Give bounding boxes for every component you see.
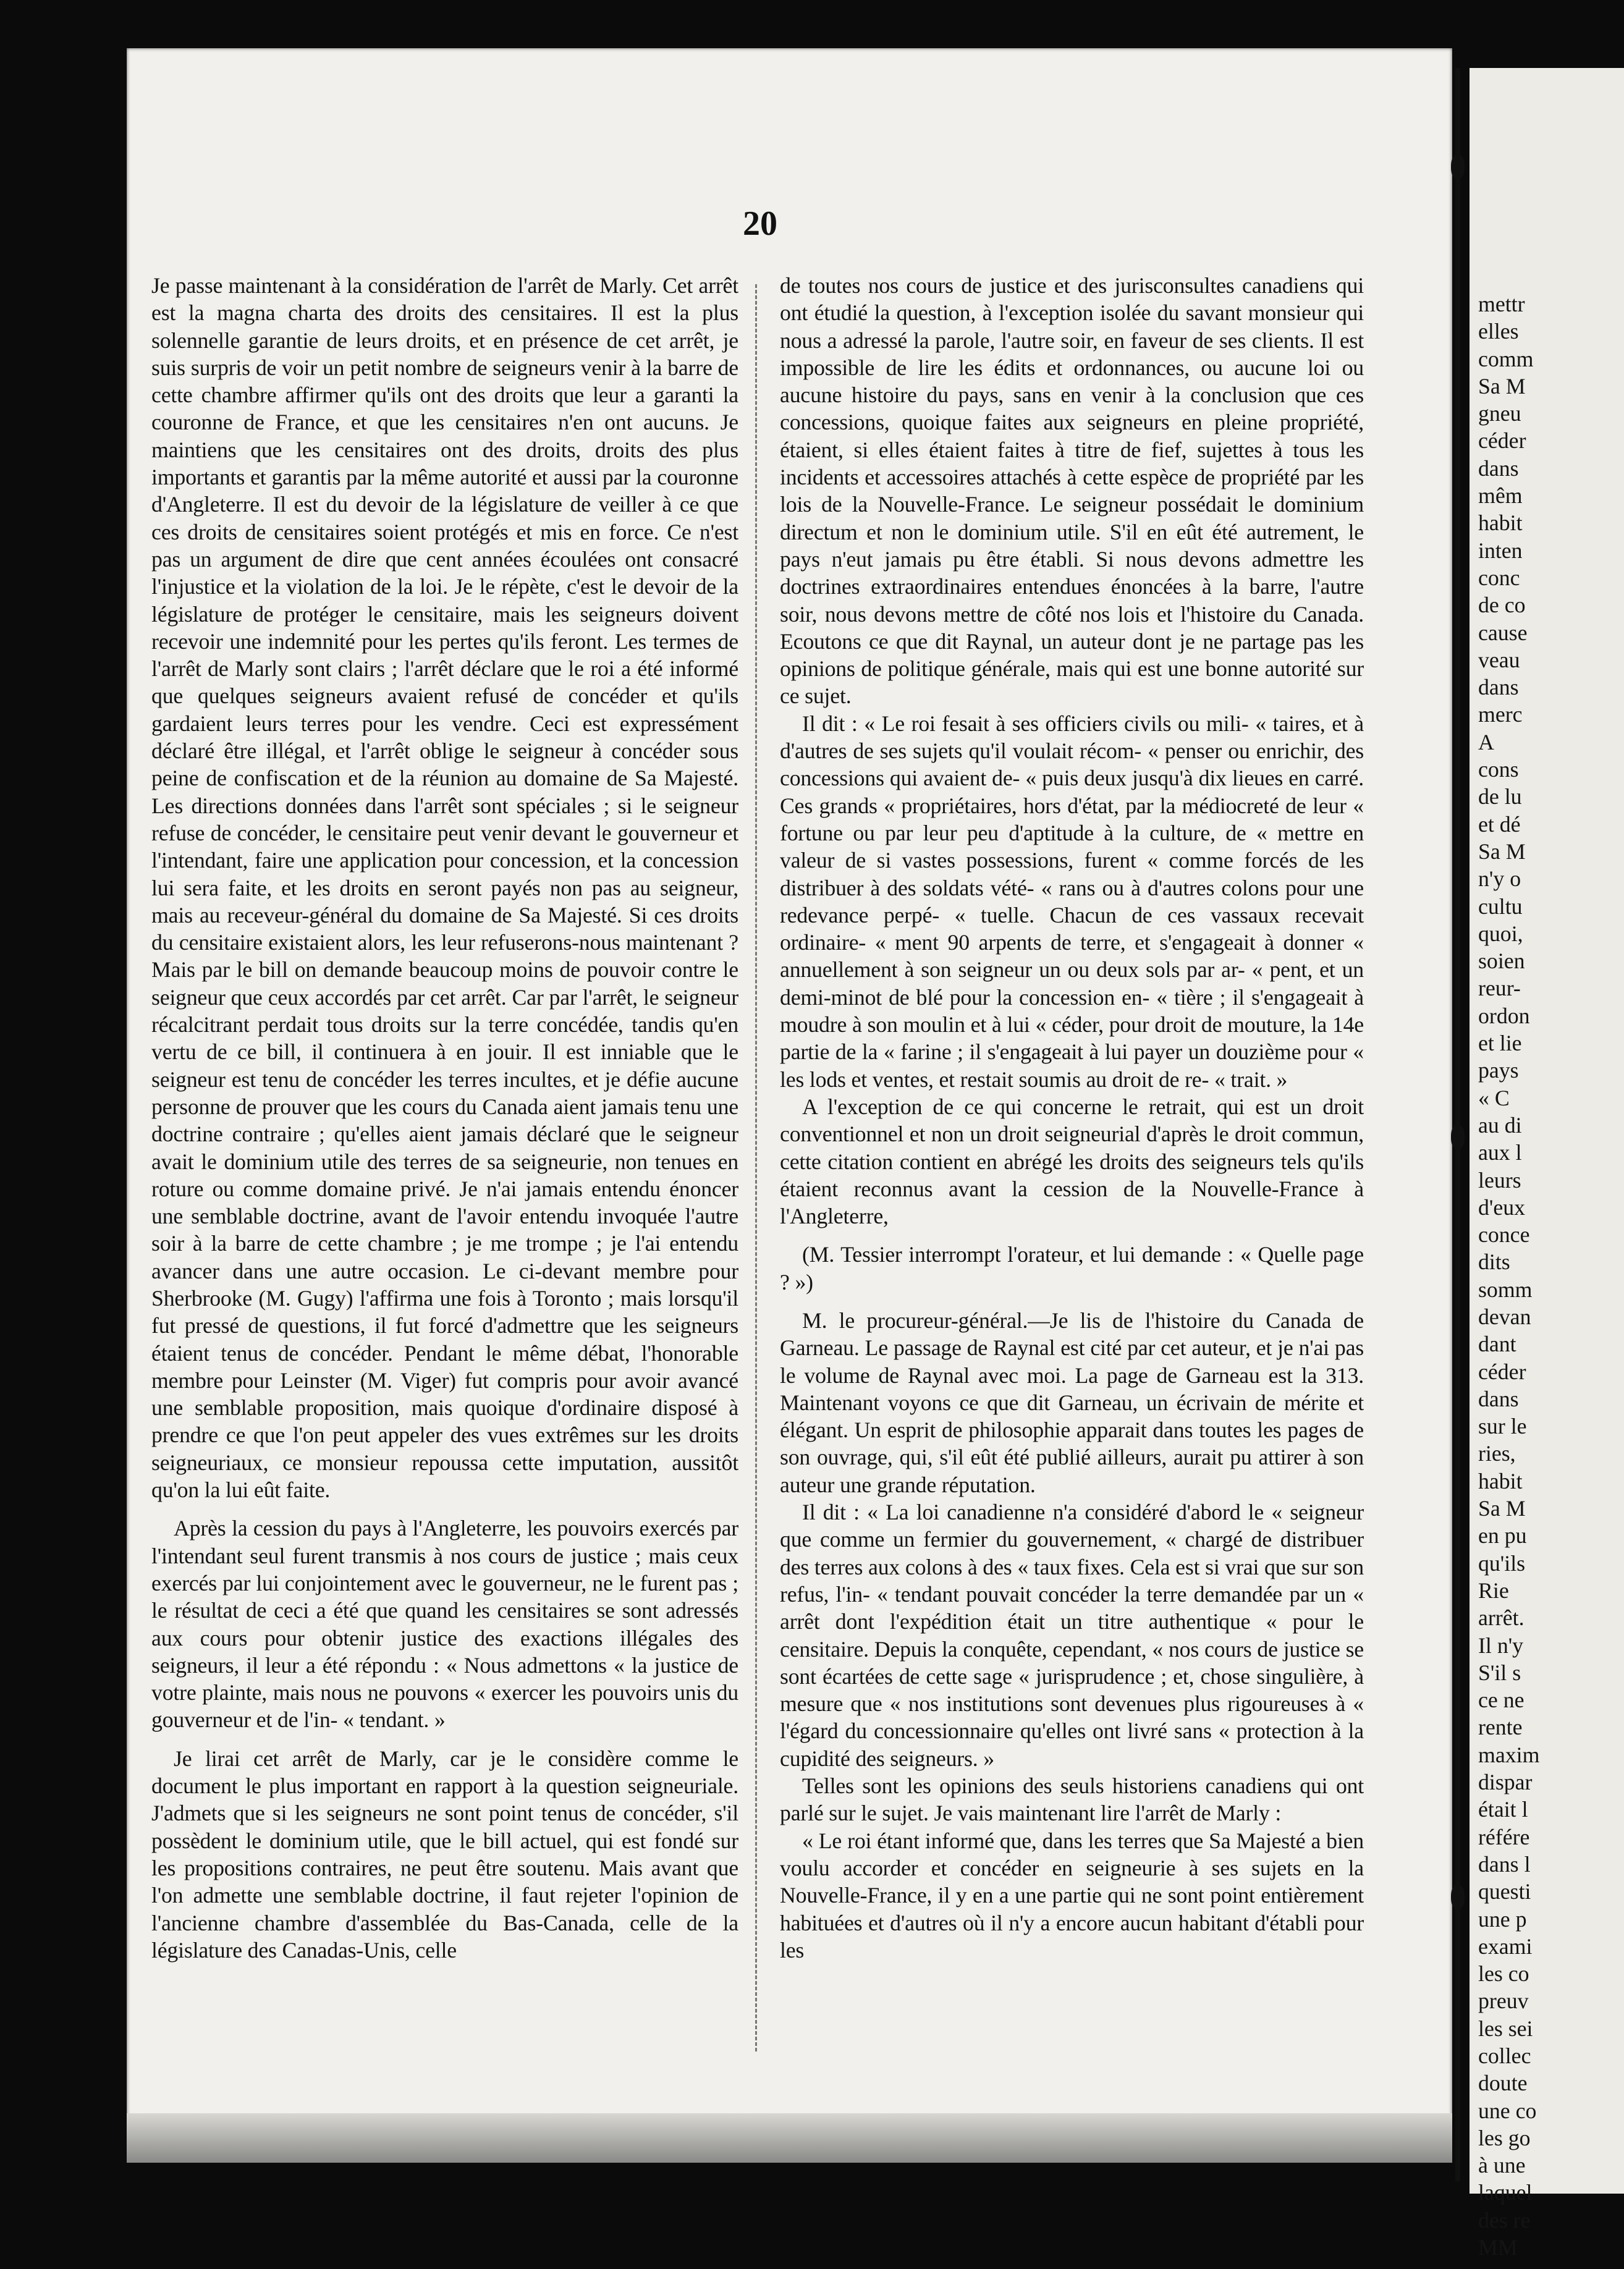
adjacent-page-line: devan bbox=[1478, 1304, 1531, 1329]
adjacent-page-line: était l bbox=[1478, 1797, 1528, 1822]
adjacent-page-line: conc bbox=[1478, 565, 1520, 590]
adjacent-page-line: et lie bbox=[1478, 1031, 1522, 1056]
adjacent-page-line: soien bbox=[1478, 949, 1525, 974]
right-column bbox=[780, 272, 1364, 1964]
adjacent-page-line: comm bbox=[1478, 346, 1534, 371]
adjacent-page-line: ordon bbox=[1478, 1003, 1530, 1028]
adjacent-page-line: collec bbox=[1478, 2043, 1531, 2068]
adjacent-page-line: qu'ils bbox=[1478, 1550, 1526, 1576]
interruption-note: (M. Tessier interrompt l'orateur, et lui demande : « Quelle page ? ») bbox=[780, 1242, 1364, 1295]
adjacent-page-line: les co bbox=[1478, 1961, 1529, 1987]
adjacent-page-line: cultu bbox=[1478, 894, 1523, 919]
adjacent-page-line: une co bbox=[1478, 2098, 1537, 2123]
adjacent-page-line: leurs bbox=[1478, 1167, 1521, 1193]
adjacent-page-line: gneu bbox=[1478, 401, 1521, 426]
adjacent-page-line: dans bbox=[1478, 1386, 1519, 1411]
adjacent-page-line: les sei bbox=[1478, 2016, 1533, 2041]
adjacent-page-line: de co bbox=[1478, 593, 1526, 618]
adjacent-page-line: à une bbox=[1478, 2153, 1526, 2178]
adjacent-page-line: Sa M bbox=[1478, 839, 1526, 864]
adjacent-page-line: une p bbox=[1478, 1906, 1527, 1932]
adjacent-page-line: maxim bbox=[1478, 1742, 1540, 1767]
adjacent-page-line: pays bbox=[1478, 1058, 1519, 1083]
adjacent-page-line: elles bbox=[1478, 319, 1519, 344]
adjacent-page-line: « C bbox=[1478, 1085, 1510, 1110]
adjacent-page-line: cause bbox=[1478, 620, 1528, 645]
binding-stitch-mark bbox=[1451, 1125, 1465, 1149]
adjacent-page-line: MM bbox=[1478, 2235, 1518, 2260]
adjacent-page-line: sur le bbox=[1478, 1414, 1527, 1439]
adjacent-page-line: mêm bbox=[1478, 483, 1523, 509]
adjacent-page-line: céder bbox=[1478, 1359, 1526, 1384]
page-number: 20 bbox=[743, 205, 777, 243]
adjacent-page-line: de lu bbox=[1478, 784, 1522, 809]
adjacent-page-line: dispar bbox=[1478, 1770, 1533, 1795]
adjacent-page-line: veau bbox=[1478, 647, 1520, 672]
adjacent-page-line: référe bbox=[1478, 1824, 1530, 1849]
adjacent-page-line: arrêt. bbox=[1478, 1605, 1525, 1631]
adjacent-page-line: merc bbox=[1478, 702, 1523, 727]
paragraph: Après la cession du pays à l'Angleterre, les pouvoirs exercés par l'intendant seul furent transmis à nos cours de justice ; mais ceux exercés par lui conjointement avec le gouverneur, ne le furent pas ; le résultat de ceci a été que quand les censitaires se sont adressés aux cours pour obtenir justice des exactions illégales des seigneurs, il leur a été répondu : « Nous admettons « la justice de votre plainte, mais nous ne pouvons « exercer les pouvoirs unis du gouverneur et de l'in- « tendant. » bbox=[151, 1516, 738, 1733]
adjacent-page-line: dant bbox=[1478, 1332, 1516, 1357]
adjacent-page-line: en pu bbox=[1478, 1523, 1527, 1549]
adjacent-page-line: conce bbox=[1478, 1222, 1530, 1248]
adjacent-page-line: Il n'y bbox=[1478, 1633, 1524, 1658]
adjacent-page-line: mettr bbox=[1478, 292, 1525, 316]
adjacent-page-line: S'il s bbox=[1478, 1660, 1521, 1685]
paragraph: Telles sont les opinions des seuls historiens canadiens qui ont parlé sur le sujet. Je vais maintenant lire l'arrêt de Marly : bbox=[780, 1773, 1364, 1826]
adjacent-page-line: au di bbox=[1478, 1112, 1522, 1138]
adjacent-page-line: laquel bbox=[1478, 2180, 1533, 2205]
adjacent-page-line: A bbox=[1478, 729, 1494, 754]
paragraph: A l'exception de ce qui concerne le retrait, qui est un droit conventionnel et non un droit seigneurial d'après le droit commun, cette citation contient en abrégé les droits des seigneurs tels qu'ils étaient reconnus avant la cession de la Nouvelle-France à l'Angleterre, bbox=[780, 1094, 1364, 1229]
adjacent-page-line: ce ne bbox=[1478, 1688, 1525, 1713]
adjacent-page-line: n'y o bbox=[1478, 866, 1521, 892]
adjacent-page-line: des re bbox=[1478, 2207, 1531, 2233]
adjacent-page-line: preuv bbox=[1478, 1988, 1529, 2014]
adjacent-page-line: dits bbox=[1478, 1249, 1510, 1275]
binding-stitch-mark bbox=[1451, 154, 1465, 179]
adjacent-page-line: aux l bbox=[1478, 1140, 1522, 1165]
paragraph: Je passe maintenant à la considération de l'arrêt de Marly. Cet arrêt est la magna charta des droits des censitaires. Il est la plus solennelle garantie de leurs droits, et en présence de cet arrêt, je suis surpris de voir un petit nombre de seigneurs venir à la barre de cette chambre affirmer qu'ils ont des droits que leur a garanti la couronne de France, et que les censitaires n'en ont aucuns. Je maintiens que les censitaires ont des droits, droits des plus importants et garantis par la même autorité et aussi par la couronne d'Angleterre. Il est du devoir de la législature de veiller à ce que ces droits de censitaires soient protégés et mis en force. Ce n'est pas un argument de dire que cent années écoulées ont consacré l'injustice et la violation de la loi. Je le répète, c'est le devoir de la législature de protéger le censitaire, mais les seigneurs doivent recevoir une indemnité pour les pertes qu'ils feront. Les termes de l'arrêt de Marly sont clairs ; l'arrêt déclare que le roi a été informé que quelques seigneurs avaient refusé de concéder et qu'ils gardaient leurs terres pour les vendre. Ceci est expressément déclaré être illégal, et l'arrêt oblige le seigneur à concéder sous peine de confiscation et de la réunion au domaine de Sa Majesté. Les directions données dans l'arrêt sont spéciales ; si le seigneur refuse de concéder, le censitaire peut venir devant le gouverneur et l'intendant, faire une application pour concession, et la concession lui sera faite, et les droits en seront payés non pas au seigneur, mais au receveur-général du domaine de Sa Majesté. Si ces droits du censitaire existaient alors, les leur refuserons-nous maintenant ? Mais par le bill on demande beaucoup moins de pouvoir contre le seigneur que ceux accordés par cet arrêt. Car par l'arrêt, le seigneur récalcitrant perdait tous droits sur la terre concédée, tandis qu'en vertu de ce bill, il continuera à en jouir. Il est inniable que le seigneur est tenu de concéder les terres incultes, et je défie aucune personne de prouver que les cours du Canada aient jamais tenu une doctrine contraire ; qu'elles aient jamais déclaré que le seigneur avait le dominium utile des terres de sa seigneurie, non tenues en roture ou comme domaine privé. Je n'ai jamais entendu énoncer une semblable doctrine, avant de l'avoir entendu invoquée l'autre soir à la barre de cette chambre ; je me trompe ; je l'ai entendu avancer dans une autre occasion. Le ci-devant membre pour Sherbrooke (M. Gugy) l'affirma une fois à Toronto ; mais lorsqu'il fut pressé de questions, il fut forcé d'admettre que les seigneurs étaient tenus de concéder. Pendant le même débat, l'honorable membre pour Leinster (M. Viger) fut compris pour avoir avancé une semblable proposition, mais quoique d'ordinaire disposé à prendre ce que l'on peut appeler des vues extrêmes sur les droits seigneuriaux, ce monsieur repoussa cette imputation, aussitôt qu'on la lui eût faite. bbox=[151, 273, 738, 1503]
adjacent-page-line: et dé bbox=[1478, 811, 1521, 837]
adjacent-page-line: dans bbox=[1478, 675, 1519, 700]
adjacent-page-line: Sa M bbox=[1478, 1496, 1526, 1521]
adjacent-page-line: somm bbox=[1478, 1277, 1533, 1302]
paragraph: M. le procureur-général.—Je lis de l'histoire du Canada de Garneau. Le passage de Raynal est cité par cet auteur, et je n'ai pas le volume de Raynal avec moi. La page de Garneau est la 313. Maintenant voyons ce que dit Garneau, un écrivain de mérite et élégant. Un esprit de philosophie apparait dans toutes les pages de son ouvrage, qui, s'il eût été publié ailleurs, aurait pu attirer à son auteur une grande réputation. bbox=[780, 1308, 1364, 1497]
adjacent-page-line: inten bbox=[1478, 538, 1523, 563]
adjacent-page-line: céder bbox=[1478, 428, 1526, 454]
adjacent-page-line: quoi, bbox=[1478, 921, 1523, 946]
adjacent-page-line: Sa M bbox=[1478, 373, 1526, 399]
adjacent-page-line: les go bbox=[1478, 2125, 1531, 2150]
paragraph: de toutes nos cours de justice et des jurisconsultes canadiens qui ont étudié la question, à l'exception isolée du savant monsieur qui nous a adressé la parole, l'autre soir, en faveur de ses clients. Il est impossible de lire les édits et ordonnances, ou aucune loi ou aucune histoire du pays, sans en venir à la conclusion que ces concessions, quoique faites aux seigneurs en pleine propriété, étaient, si elles étaient faites à titre de fief, sujettes à tous les incidents et accessoires attachés à cette espèce de propriété par les lois de la Nouvelle-France. Le seigneur possédait le dominium directum et non le dominium utile. S'il en eût été autrement, le pays n'eut jamais pu être établi. Si nous devons admettre les doctrines extraordinaires entendues énoncées à la barre, l'autre soir, nous devons mettre de côté nos lois et l'histoire du Canada. Ecoutons ce que dit Raynal, un auteur dont je ne partage pas les opinions de politique générale, mais qui est une bonne autorité sur ce sujet. bbox=[780, 273, 1364, 709]
adjacent-page-line: habit bbox=[1478, 510, 1523, 536]
adjacent-page-line: cons bbox=[1478, 757, 1519, 782]
adjacent-page-line: dans bbox=[1478, 455, 1519, 481]
adjacent-page-line: reur- bbox=[1478, 976, 1521, 1001]
binding-stitch-mark bbox=[1451, 1885, 1465, 1909]
adjacent-page-line: ries, bbox=[1478, 1441, 1516, 1466]
adjacent-page-line: rente bbox=[1478, 1715, 1523, 1740]
quotation-paragraph: « Le roi étant informé que, dans les terres que Sa Majesté a bien voulu accorder et concéder en seigneurie à ses sujets en la Nouvelle-France, il y en a une partie qui ne sont point entièrement habituées et d'autres où il n'y a encore aucun habitant d'établi pour les bbox=[780, 1828, 1364, 1963]
adjacent-page-line: dans l bbox=[1478, 1851, 1531, 1877]
quotation-paragraph: Il dit : « Le roi fesait à ses officiers civils ou mili- « taires, et à d'autres de ses sujets qu'il voulait récom- « penser ou enrichir, des concessions qui avaient de- « puis deux jusqu'à dix lieues en carré. Ces grands « propriétaires, hors d'état, par la médiocreté de leur « fortune ou par leur peu d'aptitude à la culture, de « mettre en valeur de si vastes possessions, furent « comme forcés de les distribuer à des soldats vété- « rans ou à d'autres colons pour une redevance perpé- « tuelle. Chacun de ces vassaux recevait ordinaire- « ment 90 arpents de terre, et s'engageait à donner « annuellement à son seigneur un ou deux sols par ar- « pent, et un demi-minot de blé pour la concession en- « tière ; il s'engageait à moudre à son moulin et à lui « céder, pour droit de mouture, la 14e partie de la « farine ; il s'engageait à lui payer un douzième pour « les lods et ventes, et restait soumis au droit de re- « trait. » bbox=[780, 711, 1364, 1092]
left-column bbox=[151, 272, 738, 1964]
column-divider bbox=[755, 284, 766, 2051]
adjacent-page-line: questi bbox=[1478, 1879, 1531, 1904]
adjacent-page-line: Rie bbox=[1478, 1578, 1509, 1603]
adjacent-page-line: d'eux bbox=[1478, 1194, 1526, 1220]
adjacent-page-text bbox=[1478, 290, 1620, 2261]
adjacent-page-line: exami bbox=[1478, 1933, 1533, 1959]
quotation-paragraph: Il dit : « La loi canadienne n'a considéré d'abord le « seigneur que comme un fermier du gouvernement, « chargé de distribuer des terres aux colons à des « taux fixes. Cela est si vrai que sur son refus, l'in- « tendant pouvait concéder la terre demandée par un « arrêt dont l'expédition était un titre authentique « pour le censitaire. Depuis la conquête, cependant, « nos cours de justice se sont écartées de cette sage « jurisprudence ; et, chose singulière, à mesure que « nos institutions sont devenues plus rigoureuses à « l'égard du concessionnaire qu'elles ont livré sans « protection à la cupidité des seigneurs. » bbox=[780, 1500, 1364, 1771]
page-edge-shadow bbox=[127, 2113, 1452, 2163]
paragraph: Je lirai cet arrêt de Marly, car je le considère comme le document le plus important en rapport à la question seigneuriale. J'admets que si les seigneurs ne sont point tenus de concéder, s'il possèdent le dominium utile, que le bill actuel, qui est fondé sur les propositions contraires, ne peut être soutenu. Mais avant que l'on admette une semblable doctrine, il faut rejeter l'opinion de l'ancienne chambre d'assemblée du Bas-Canada, celle de la législature des Canadas-Unis, celle bbox=[151, 1746, 738, 1963]
adjacent-page-line: doute bbox=[1478, 2071, 1528, 2096]
adjacent-page-line: habit bbox=[1478, 1468, 1523, 1494]
